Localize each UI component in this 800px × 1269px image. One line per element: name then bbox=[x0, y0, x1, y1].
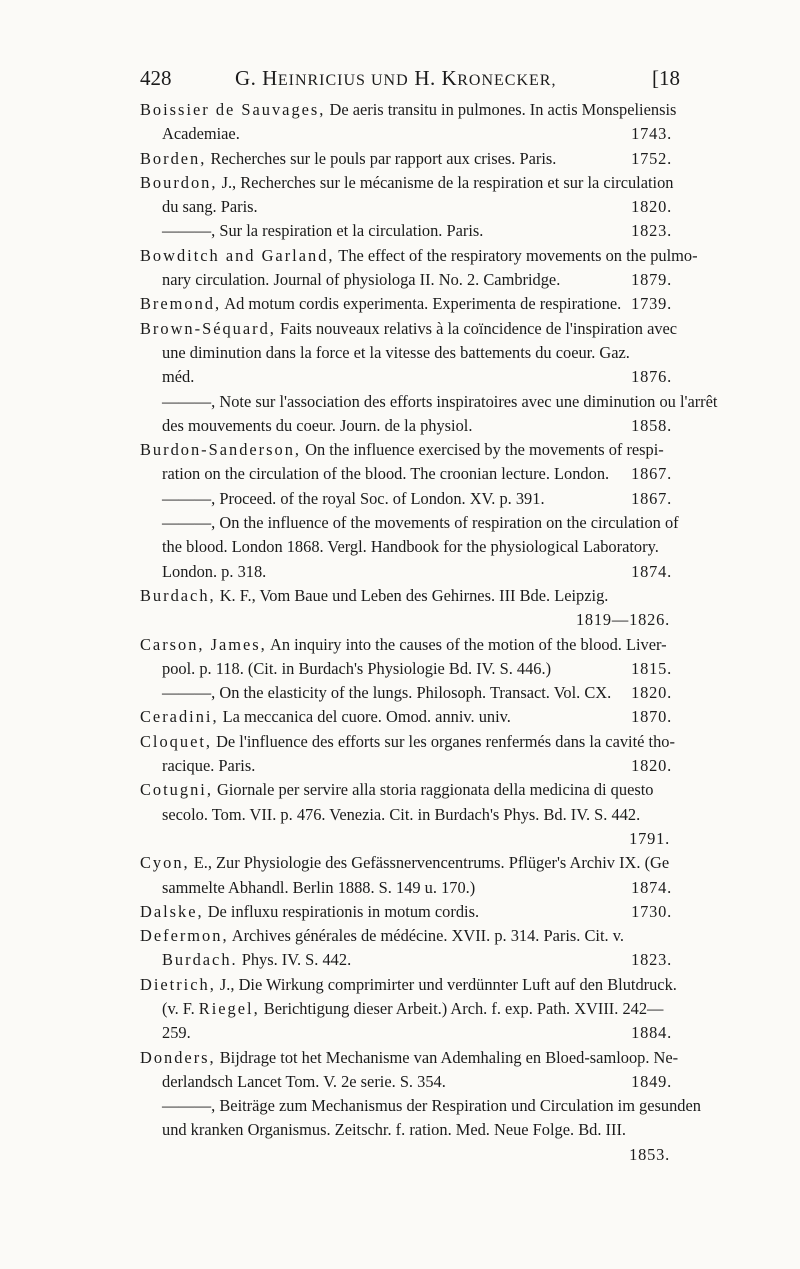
entry-citation: An inquiry into the causes of the motion of the blood. Liver- bbox=[266, 634, 667, 654]
bibliography-entry bbox=[140, 681, 672, 705]
entry-year: 1879. bbox=[631, 270, 672, 290]
entry-citation: nary circulation. Journal of physiologa II. No. 2. Cambridge. bbox=[162, 270, 561, 290]
entry-text bbox=[162, 365, 194, 389]
bibliography-list bbox=[140, 98, 718, 1167]
entry-citation: pool. p. 118. (Cit. in Burdach's Physiologie Bd. IV. S. 446.) bbox=[162, 658, 552, 678]
entry-text bbox=[162, 1096, 701, 1115]
entry-text bbox=[162, 754, 255, 778]
entry-citation: secolo. Tom. VII. p. 476. Venezia. Cit. in Burdach's Phys. Bd. IV. S. 442. bbox=[162, 804, 641, 824]
entry-author: Riegel, bbox=[198, 998, 260, 1018]
entry-text bbox=[140, 100, 676, 119]
entry-year: 1876. bbox=[631, 367, 672, 387]
entry-author: Borden, bbox=[140, 148, 207, 168]
bibliography-entry bbox=[140, 244, 698, 293]
bibliography-entry bbox=[140, 487, 672, 511]
entry-line bbox=[140, 268, 672, 292]
entry-line bbox=[140, 1021, 672, 1045]
entry-citation: , Proceed. of the royal Soc. of London. XV. p. 391. bbox=[211, 488, 545, 508]
entry-year: 1867. bbox=[631, 464, 672, 484]
entry-author: Cotugni, bbox=[140, 780, 213, 800]
ditto-dash: ——— bbox=[162, 391, 212, 411]
bibliography-entry bbox=[140, 851, 672, 900]
entry-line bbox=[140, 122, 672, 146]
entry-citation: , On the influence of the movements of respiration on the circulation of bbox=[211, 513, 679, 533]
entry-text bbox=[162, 195, 258, 219]
entry-year: 1853. bbox=[629, 1144, 670, 1164]
bibliography-entry bbox=[140, 584, 672, 633]
entry-citation: The effect of the respiratory movements on the pulmo- bbox=[334, 245, 698, 265]
entry-author: Dietrich, bbox=[140, 974, 216, 994]
entry-year: 1815. bbox=[631, 658, 672, 678]
bibliography-entry bbox=[140, 900, 672, 924]
entry-line bbox=[140, 560, 672, 584]
entry-citation: J., Die Wirkung comprimirter und verdünnter Luft auf den Blutdruck. bbox=[215, 974, 677, 994]
entry-line bbox=[140, 195, 672, 219]
entry-year: 1820. bbox=[631, 197, 672, 217]
entry-line bbox=[140, 900, 672, 924]
entry-citation: J., Recherches sur le mécanisme de la respiration et sur la circulation bbox=[217, 172, 674, 192]
entry-citation: derlandsch Lancet Tom. V. 2e serie. S. 354. bbox=[162, 1071, 446, 1091]
entry-line bbox=[140, 341, 672, 365]
ditto-dash: ——— bbox=[162, 1096, 212, 1116]
entry-citation: De aeris transitu in pulmones. In actis Monspeliensis bbox=[325, 100, 677, 119]
running-header bbox=[140, 66, 680, 96]
entry-citation: E., Zur Physiologie des Gefässnervencentrums. Pflüger's Archiv IX. (Ge bbox=[189, 853, 670, 873]
bibliography-entry bbox=[140, 705, 672, 729]
entry-year: 1823. bbox=[631, 950, 672, 970]
entry-citation: des mouvements du coeur. Journ. de la physiol. bbox=[162, 415, 473, 435]
entry-citation: Archives générales de médécine. XVII. p. 314. Paris. Cit. v. bbox=[228, 926, 624, 946]
entry-text bbox=[162, 392, 717, 411]
entry-line bbox=[140, 462, 672, 486]
entry-line bbox=[140, 633, 672, 657]
entry-author: Ceradini, bbox=[140, 707, 219, 727]
entry-line bbox=[140, 803, 672, 827]
entry-line bbox=[140, 171, 672, 195]
entry-author: Burdach. bbox=[162, 950, 238, 970]
entry-year: 1849. bbox=[631, 1071, 672, 1091]
ditto-dash: ——— bbox=[162, 513, 212, 533]
entry-line bbox=[140, 317, 678, 341]
entry-text bbox=[140, 1048, 678, 1067]
entry-author: Dalske, bbox=[140, 901, 204, 921]
entry-author: Bourdon, bbox=[140, 172, 218, 192]
entry-line bbox=[140, 511, 679, 535]
entry-citation: ration on the circulation of the blood. The croonian lecture. London. bbox=[162, 464, 610, 484]
entry-line bbox=[140, 219, 672, 243]
entry-year: 1819—1826. bbox=[575, 610, 670, 630]
entry-text bbox=[162, 657, 551, 681]
entry-year: 1870. bbox=[631, 707, 672, 727]
entry-text bbox=[140, 853, 669, 872]
bibliography-entry bbox=[140, 147, 672, 171]
entry-text bbox=[162, 1120, 626, 1139]
entry-citation: , Sur la respiration et la circulation. Paris. bbox=[211, 221, 484, 241]
bibliography-entry bbox=[140, 292, 672, 316]
entry-text bbox=[162, 1070, 446, 1094]
entry-line bbox=[140, 98, 677, 122]
entry-line bbox=[140, 681, 672, 705]
entry-citation: Faits nouveaux relativs à la coïncidence de l'inspiration avec bbox=[275, 318, 678, 338]
running-title: G. HEINRICIUS UND H. KRONECKER, bbox=[235, 66, 557, 90]
entry-line bbox=[140, 244, 698, 268]
entry-citation: (v. F. bbox=[162, 998, 199, 1018]
ditto-dash: ——— bbox=[162, 221, 212, 241]
bibliography-entry bbox=[140, 730, 675, 779]
entry-text bbox=[140, 292, 621, 316]
entry-citation: , Note sur l'association des efforts inspiratoires avec une diminution ou l'arrêt bbox=[211, 391, 718, 411]
bibliography-entry bbox=[140, 98, 677, 147]
bibliography-entry bbox=[140, 778, 672, 851]
entry-line bbox=[140, 292, 672, 316]
entry-citation: La meccanica del cuore. Omod. anniv. univ. bbox=[218, 707, 511, 727]
entry-text bbox=[162, 487, 545, 511]
bibliography-entry bbox=[140, 511, 679, 584]
entry-line bbox=[140, 1094, 701, 1118]
entry-citation: Giornale per servire alla storia raggionata della medicina di questo bbox=[212, 780, 654, 800]
entry-year: 1820. bbox=[631, 683, 672, 703]
entry-text bbox=[140, 147, 556, 171]
ditto-dash: ——— bbox=[162, 488, 212, 508]
entry-text bbox=[140, 705, 511, 729]
entry-year: 1752. bbox=[631, 148, 672, 168]
entry-line bbox=[140, 924, 672, 948]
entry-citation: une diminution dans la force et la vitesse des battements du coeur. Gaz. bbox=[162, 342, 630, 362]
entry-citation: K. F., Vom Baue und Leben des Gehirnes. III Bde. Leipzig. bbox=[215, 585, 609, 605]
entry-year: 1874. bbox=[631, 561, 672, 581]
entry-year: 1739. bbox=[631, 294, 672, 314]
entry-text bbox=[140, 732, 675, 751]
entry-line bbox=[140, 365, 672, 389]
entry-text bbox=[162, 999, 663, 1018]
entry-citation: Recherches sur le pouls par rapport aux crises. Paris. bbox=[206, 148, 557, 168]
section-marker: [18 bbox=[652, 66, 680, 90]
entry-text bbox=[162, 876, 475, 900]
entry-text bbox=[162, 268, 560, 292]
entry-text bbox=[162, 513, 679, 532]
entry-line bbox=[140, 997, 672, 1021]
entry-citation: On the influence exercised by the movements of respi- bbox=[301, 440, 664, 460]
entry-line bbox=[140, 1118, 672, 1142]
entry-citation: the blood. London 1868. Vergl. Handbook for the physiological Laboratory. bbox=[162, 537, 659, 557]
entry-text bbox=[162, 537, 659, 556]
entry-year: 1884. bbox=[631, 1023, 672, 1043]
entry-year: 1867. bbox=[631, 488, 672, 508]
entry-author: Carson, James, bbox=[140, 634, 267, 654]
entry-citation: Phys. IV. S. 442. bbox=[237, 950, 352, 970]
entry-line bbox=[140, 705, 672, 729]
entry-author: Defermon, bbox=[140, 926, 229, 946]
entry-citation: De influxu respirationis in motum cordis. bbox=[203, 901, 480, 921]
entry-text bbox=[162, 219, 483, 243]
entry-text bbox=[162, 805, 640, 824]
entry-text bbox=[140, 780, 653, 799]
bibliography-entry bbox=[140, 171, 672, 220]
entry-line bbox=[140, 1046, 679, 1070]
entry-year: 1874. bbox=[631, 877, 672, 897]
bibliography-entry bbox=[140, 1094, 701, 1167]
entry-year: 1743. bbox=[631, 124, 672, 144]
bibliography-entry bbox=[140, 390, 718, 439]
entry-citation: Berichtigung dieser Arbeit.) Arch. f. exp. Path. XVIII. 242— bbox=[259, 998, 664, 1018]
entry-line bbox=[140, 390, 718, 414]
entry-author: Burdon-Sanderson, bbox=[140, 440, 302, 460]
entry-text bbox=[140, 975, 677, 994]
entry-text bbox=[140, 440, 664, 459]
entry-citation: Bijdrage tot het Mechanisme van Ademhaling en Bloed-samloop. Ne- bbox=[215, 1047, 679, 1067]
entry-author: Boissier de Sauvages, bbox=[140, 100, 326, 119]
entry-text bbox=[162, 462, 609, 486]
entry-line bbox=[140, 147, 672, 171]
entry-line bbox=[140, 414, 672, 438]
bibliography-entry bbox=[140, 1046, 679, 1095]
ditto-dash: ——— bbox=[162, 683, 212, 703]
entry-author: Burdach, bbox=[140, 585, 216, 605]
entry-text bbox=[140, 319, 677, 338]
entry-citation: und kranken Organismus. Zeitschr. f. ration. Med. Neue Folge. Bd. III. bbox=[162, 1120, 627, 1140]
page-number: 428 bbox=[140, 66, 172, 90]
bibliography-entry bbox=[140, 973, 677, 1046]
entry-citation: Ad motum cordis experimenta. Experimenta de respiratione. bbox=[221, 294, 622, 314]
bibliography-entry bbox=[140, 317, 678, 390]
entry-citation: , Beiträge zum Mechanismus der Respiration und Circulation im gesunden bbox=[211, 1096, 701, 1116]
entry-citation: 259. bbox=[162, 1023, 191, 1043]
entry-year: 1823. bbox=[631, 221, 672, 241]
entry-citation: Academiae. bbox=[162, 124, 240, 144]
entry-line bbox=[140, 973, 677, 997]
entry-year: 1858. bbox=[631, 415, 672, 435]
entry-author: Donders, bbox=[140, 1047, 216, 1067]
entry-author: Brown-Séquard, bbox=[140, 318, 276, 338]
entry-line bbox=[140, 657, 672, 681]
entry-text bbox=[162, 1021, 191, 1045]
entry-text bbox=[162, 560, 266, 584]
entry-citation: du sang. Paris. bbox=[162, 197, 258, 217]
entry-year: 1791. bbox=[629, 828, 670, 848]
entry-text bbox=[140, 246, 698, 265]
entry-line bbox=[140, 778, 672, 802]
entry-citation: De l'influence des efforts sur les organes renfermés dans la cavité tho- bbox=[212, 731, 675, 751]
entry-line bbox=[140, 827, 672, 851]
entry-line bbox=[140, 754, 672, 778]
entry-text bbox=[162, 122, 240, 146]
entry-text bbox=[140, 926, 624, 945]
entry-line bbox=[140, 876, 672, 900]
entry-line bbox=[140, 948, 672, 972]
bibliography-entry bbox=[140, 924, 672, 973]
entry-text bbox=[140, 900, 479, 924]
entry-citation: sammelte Abhandl. Berlin 1888. S. 149 u. 170.) bbox=[162, 877, 476, 897]
bibliography-entry bbox=[140, 633, 672, 682]
entry-year: 1730. bbox=[631, 901, 672, 921]
entry-text bbox=[162, 681, 611, 705]
entry-text bbox=[140, 635, 667, 654]
entry-year: 1820. bbox=[631, 756, 672, 776]
entry-citation: racique. Paris. bbox=[162, 756, 256, 776]
entry-line bbox=[140, 1143, 672, 1167]
entry-text bbox=[140, 173, 674, 192]
entry-author: Cloquet, bbox=[140, 731, 212, 751]
bibliography-entry bbox=[140, 438, 672, 487]
bibliography-entry bbox=[140, 219, 672, 243]
entry-author: Bremond, bbox=[140, 294, 222, 314]
entry-line bbox=[140, 1070, 672, 1094]
entry-text bbox=[162, 343, 630, 362]
entry-line bbox=[140, 730, 675, 754]
entry-text bbox=[162, 948, 351, 972]
entry-citation: London. p. 318. bbox=[162, 561, 267, 581]
entry-text bbox=[162, 414, 472, 438]
entry-author: Bowditch and Garland, bbox=[140, 245, 335, 265]
entry-citation: méd. bbox=[162, 367, 195, 387]
entry-line bbox=[140, 438, 672, 462]
entry-citation: , On the elasticity of the lungs. Philosoph. Transact. Vol. CX. bbox=[211, 683, 612, 703]
entry-author: Cyon, bbox=[140, 853, 190, 873]
entry-line bbox=[140, 535, 672, 559]
entry-line bbox=[140, 851, 672, 875]
entry-line bbox=[140, 608, 672, 632]
entry-line bbox=[140, 487, 672, 511]
entry-line bbox=[140, 584, 672, 608]
entry-text bbox=[140, 586, 608, 605]
